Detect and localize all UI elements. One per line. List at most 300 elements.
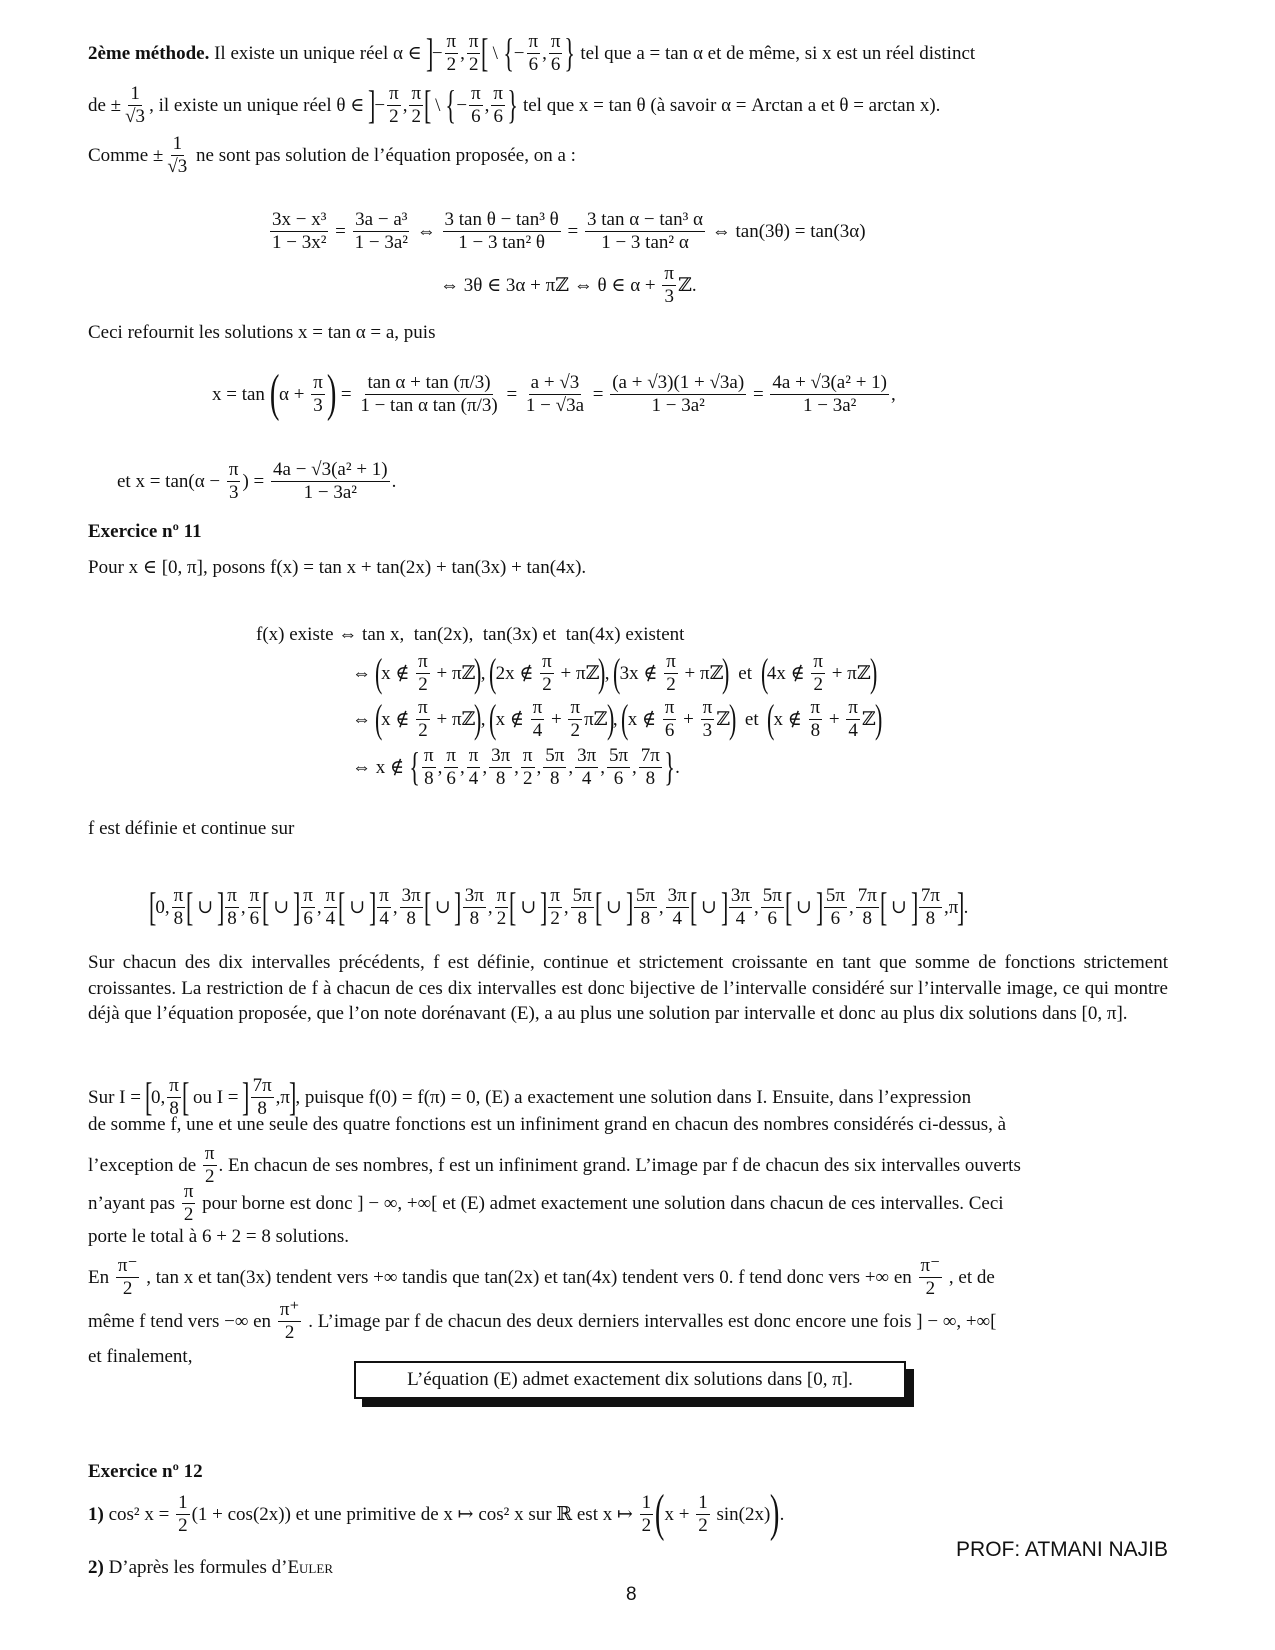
denominator: 2 [641,1514,652,1536]
denominator: 2 [666,673,676,695]
text-segment: D’après les formules d’ [103,1557,288,1579]
fraction [443,210,561,253]
text-segment: \ [430,94,446,116]
text-line [88,1226,349,1246]
numerator: π [173,885,184,906]
denominator: 8 [645,767,656,789]
numerator: π [522,745,533,766]
text-segment: + πℤ [555,662,600,684]
fraction [467,32,481,75]
text-line [352,698,881,741]
text-segment: πℤ [584,708,608,730]
numerator: π [666,651,676,672]
text-segment: n’ayant pas [88,1192,180,1214]
text-segment: , [460,42,465,64]
denominator: 4 [848,719,858,741]
text-segment: et [728,662,762,684]
text-segment: x ∉ [627,708,661,730]
text-segment: , [480,662,491,684]
numerator: π [532,697,543,718]
fraction [575,746,598,789]
denominator: 4 [325,907,336,929]
text-line [150,886,968,929]
bracket: ) [598,650,606,696]
fraction [116,1256,140,1299]
text-segment: Il existe un unique réel α ∈ [209,42,427,64]
text-segment: sin(2x) [711,1503,771,1525]
fraction [549,32,563,75]
text-line [256,624,684,644]
text-segment: . L’image par f de chacun des deux derniers intervalles est donc encore une fois ] − ∞, +∞[ [303,1310,997,1332]
denominator: 2 [418,719,428,741]
denominator: 2 [446,53,457,75]
text-segment: Sur I = [88,1086,146,1108]
bracket: ] [368,82,376,128]
bracket: ( [489,650,497,696]
bracket: [ [148,884,157,930]
text-segment: cos² x = [103,1503,175,1525]
text-segment: = [748,383,769,405]
bracket: [ [509,884,517,930]
denominator: √3 [125,105,146,127]
text-segment: ne sont pas solution de l’équation proposée, on a : [191,144,576,166]
denominator: 2 [418,673,428,695]
text-segment: − [374,94,386,116]
bracket: ) [869,650,878,696]
fraction [919,886,942,929]
numerator: 3π [491,745,511,766]
fraction [543,746,566,789]
numerator: π [379,885,389,906]
fraction [271,460,390,503]
bracket: [ [262,884,270,930]
numerator: π [528,31,539,52]
numerator: π [411,83,422,104]
fraction [353,210,410,253]
numerator: 5π [608,745,629,766]
text-segment: − [456,94,468,116]
text-segment: même f tend vers −∞ en [88,1310,276,1332]
text-segment: = [336,383,357,405]
text-line [352,746,680,789]
text-segment: l’exception de [88,1154,201,1176]
bracket: ) [722,650,730,696]
fraction [416,652,430,695]
text-segment: 0, [151,1086,166,1108]
text-segment: Ceci refournit les solutions x = tan α = a, puis [88,322,436,344]
numerator: π⁺ [279,1299,300,1320]
text-segment: − [431,42,443,64]
numerator: 3x − x³ [272,209,327,230]
bracket: ( [613,650,621,696]
denominator: 3 [702,719,713,741]
text-segment: , [392,896,398,918]
text-segment: , [437,756,443,778]
fraction [167,1076,181,1119]
text-segment: 0, [155,896,170,918]
bracket: ] [425,30,433,76]
numerator: π [496,885,507,906]
bracket: } [507,82,518,128]
text-segment: x ∉ [495,708,529,730]
text-segment: Comme ± [88,144,164,166]
numerator: 3π [667,885,687,906]
fraction [311,373,325,416]
denominator: 2 [468,53,479,75]
text-segment: ∪ [886,896,912,918]
fraction [666,886,689,929]
numerator: 7π [640,745,660,766]
text-line [88,32,975,75]
bracket: ] [815,884,823,930]
bracket: [ [784,884,793,930]
fraction [571,886,594,929]
fraction [324,886,338,929]
denominator: 2 [284,1321,295,1343]
bracket: [ [144,1074,153,1120]
fraction [540,652,554,695]
numerator: π [702,697,713,718]
text-segment: = [330,220,351,242]
text-segment: ou I = [188,1086,244,1108]
text-segment: , [402,94,408,116]
text-segment: , [542,42,547,64]
denominator: 6 [303,907,313,929]
fraction [444,746,458,789]
text-segment: tel que a = tan α et de même, si x est un réel distinct [575,42,976,64]
denominator: 3 [313,394,323,416]
numerator: 1 [172,133,183,154]
numerator: π⁻ [920,1255,941,1276]
numerator: 5π [762,885,782,906]
denominator: 8 [257,1097,267,1119]
text-segment: + [546,708,567,730]
text-line [440,264,697,307]
text-line [88,322,435,342]
bracket: ] [625,884,633,930]
denominator: 2 [411,105,421,127]
text-line [88,557,586,577]
bracket: { [445,82,457,128]
text-segment: , et de [944,1266,995,1288]
numerator: 1 [178,1491,188,1513]
denominator: 2 [698,1514,708,1536]
page-number: 8 [626,1584,637,1605]
denominator: 2 [183,1203,194,1225]
text-segment: (1 + cos(2x)) et une primitive de x ↦ cos² x sur ℝ est x ↦ [191,1503,638,1525]
denominator: 2 [542,673,552,695]
denominator: 2 [496,907,507,929]
text-line [88,818,294,838]
text-segment: 4x ∉ [766,662,810,684]
fraction [662,264,676,307]
numerator: 3π [730,885,750,906]
text-segment: ⇔ x ∉ [352,756,409,778]
numerator: 5π [572,885,592,906]
text-line [88,1557,333,1577]
denominator: 2 [550,907,560,929]
denominator: 1 − 3a² [651,394,705,416]
denominator: 6 [664,719,675,741]
denominator: 2 [570,719,581,741]
text-line [88,1114,1006,1134]
heading-text: Exercice nº 11 [88,521,202,543]
text-segment: . [675,756,680,778]
denominator: 8 [469,907,480,929]
bracket: ( [374,696,383,742]
text-segment: ℤ [716,708,731,730]
bracket: } [564,30,576,76]
text-segment: − [513,42,525,64]
text-line [88,1346,192,1366]
text-segment: porte le total à 6 + 2 = 8 solutions. [88,1226,350,1248]
text-segment: tel que x = tan θ (à savoir α = Arctan a et θ = arctan x). [518,94,941,116]
numerator: π [471,83,481,104]
bracket: [ [879,884,888,930]
fraction [445,32,459,75]
text-segment: \ [487,42,503,64]
text-segment: En [88,1266,114,1288]
text-segment: . [391,470,397,492]
text-segment: , [316,896,322,918]
fraction [846,698,860,741]
numerator: π [227,885,237,906]
text-segment: de somme f, une et une seule des quatre fonctions est un infiniment grand en chacun des nombres considérés ci-dessus, à [88,1114,1007,1136]
numerator: (a + √3)(1 + √3a) [612,371,745,393]
denominator: 1 − 3 tan² α [601,231,689,253]
fraction [696,1493,710,1536]
fraction [548,886,562,929]
bracket: ] [368,884,377,930]
text-segment: ∪ [430,896,456,918]
conclusion-text: L’équation (E) admet exactement dix solutions dans [0, π]. [407,1369,853,1390]
text-segment: , [240,896,246,918]
text-line [88,84,940,127]
text-segment: ⇔ tan(3θ) = tan(3α) [707,220,866,242]
bracket: ) [874,696,883,742]
text-segment: , [612,708,623,730]
fraction [251,1076,274,1119]
text-segment: x + [664,1503,695,1525]
numerator: 4a + √3(a² + 1) [772,371,887,393]
text-segment: + πℤ [827,662,871,684]
text-segment: ∪ [601,896,627,918]
numerator: 3π [577,745,597,766]
fraction [701,698,715,741]
numerator: π [468,745,479,766]
fraction [729,886,752,929]
denominator: 2 [204,1165,215,1187]
numerator: π [446,745,456,766]
fraction [301,886,315,929]
text-segment: , [848,896,854,918]
fraction [248,886,262,929]
denominator: 4 [468,767,479,789]
bracket: ( [374,650,383,696]
text-line [88,1076,971,1119]
fraction [527,32,541,75]
bracket: ) [474,650,482,696]
fraction [278,1300,302,1343]
numerator: π [424,745,434,766]
denominator: 8 [862,907,872,929]
text-line [88,1461,203,1481]
text-segment: ℤ. [677,274,697,296]
bracket: [ [689,884,698,930]
text-segment: , [459,756,465,778]
denominator: 8 [169,1097,179,1119]
text-segment: + πℤ [431,662,476,684]
text-segment: ∪ [696,896,722,918]
fraction [400,886,423,929]
text-segment: x ∉ [773,708,807,730]
text-segment: et finalement, [88,1346,193,1368]
fraction [640,1493,654,1536]
text-segment: , [482,756,488,778]
bracket: ) [474,696,482,742]
bracket: ] [720,884,728,930]
denominator: 1 − 3a² [354,231,408,253]
text-segment: , puisque f(0) = f(π) = 0, (E) a exactement une solution dans I. Ensuite, dans l’expression [295,1086,972,1108]
text-segment: = [562,220,584,242]
text-segment: x ∉ [381,708,415,730]
numerator: a + √3 [530,371,580,393]
fraction [770,373,889,416]
footer-author: PROF: ATMANI NAJIB [956,1538,1168,1561]
numerator: 5π [545,745,565,766]
denominator: 1 − tan α tan (π/3) [360,394,498,416]
bracket: ] [454,884,462,930]
text-segment: , [658,896,664,918]
numerator: 3π [401,885,421,906]
text-segment: , [890,383,896,405]
fraction [416,698,430,741]
denominator: 6 [550,53,561,75]
denominator: 8 [810,719,821,741]
bracket: ] [910,884,918,930]
heading-text: 1) [88,1503,104,1525]
numerator: π [303,885,313,906]
bracket: ] [539,884,548,930]
bracket: ) [770,1485,780,1542]
fraction [225,886,239,929]
text-segment: , [536,756,542,778]
denominator: 4 [672,907,682,929]
fraction [664,652,678,695]
bracket: ] [292,884,301,930]
fraction [634,886,657,929]
bracket: [ [338,884,346,930]
bracket: ( [767,696,775,742]
fraction [663,698,677,741]
text-line [88,134,576,177]
numerator: π [493,83,503,104]
denominator: 2 [389,105,399,127]
numerator: π [446,31,457,52]
text-segment: ) = [242,470,270,492]
denominator: 2 [122,1277,133,1299]
numerator: π [664,697,675,718]
numerator: π [418,651,428,672]
text-segment: + [824,708,845,730]
text-segment: de ± [88,94,122,116]
numerator: π [183,1181,194,1202]
numerator: 1 [641,1491,652,1513]
numerator: π [664,263,674,284]
text-segment: + πℤ [431,708,476,730]
fraction [467,746,481,789]
paragraph: Sur chacun des dix intervalles précédents, f est définie, continue et strictement croissante en tant que somme de fonctions strictement croissantes. La restriction de f à chacun de ces dix intervalles est donc bijective de l’intervalle considéré sur l’intervalle image, ce qui montre déjà que l’équation proposée, que l’on note dorénavant (E), a au plus une solution par intervalle et donc au plus dix solutions dans [0, π]. [88,952,1168,1024]
text-segment: ⇔ [352,708,376,730]
text-segment: , [568,756,574,778]
denominator: 6 [613,767,624,789]
text-segment: = [501,383,522,405]
numerator: 4a − √3(a² + 1) [273,459,388,480]
denominator: 6 [493,105,503,127]
text-segment: , [484,94,490,116]
denominator: 8 [406,907,416,929]
fraction [531,698,545,741]
fraction [521,746,535,789]
bracket: [ [423,884,432,930]
fraction [172,886,186,929]
numerator: π [418,697,428,718]
text-segment: , [487,896,493,918]
text-segment: . En chacun de ses nombres, f est un infiniment grand. L’image par f de chacun des six intervalles ouverts [218,1154,1021,1176]
numerator: π [550,31,561,52]
text-segment: ∪ [515,896,541,918]
text-segment: ,π [275,1086,290,1108]
numerator: π [550,885,560,906]
denominator: 8 [495,767,506,789]
denominator: 1 − 3a² [803,394,857,416]
denominator: 4 [735,907,746,929]
numerator: π [249,885,260,906]
fraction [610,373,746,416]
text-segment: , [753,896,759,918]
text-line [88,1256,995,1299]
numerator: 1 [130,83,140,104]
fraction [469,84,483,127]
denominator: 6 [830,907,841,929]
text-segment: f est définie et continue sur [88,818,295,840]
text-segment: ⇔ [352,662,376,684]
numerator: π [228,459,239,480]
denominator: 8 [424,767,434,789]
denominator: 2 [522,767,533,789]
denominator: 2 [925,1277,936,1299]
text-segment: , il existe un unique réel θ ∈ [149,94,370,116]
fraction [585,210,705,253]
text-segment: . [963,896,969,918]
text-line [268,210,866,253]
numerator: π [325,885,336,906]
numerator: π [468,31,479,52]
text-segment: x ∉ [381,662,415,684]
text-segment: , [514,756,519,778]
denominator: 4 [581,767,592,789]
bracket: ( [760,650,768,696]
text-line [117,460,396,503]
text-line [352,652,876,695]
numerator: π⁻ [117,1255,138,1276]
denominator: √3 [167,155,188,177]
text-segment: . [779,1503,785,1525]
fraction [489,746,512,789]
denominator: 4 [379,907,389,929]
fraction [227,460,241,503]
bracket: ( [621,696,629,742]
